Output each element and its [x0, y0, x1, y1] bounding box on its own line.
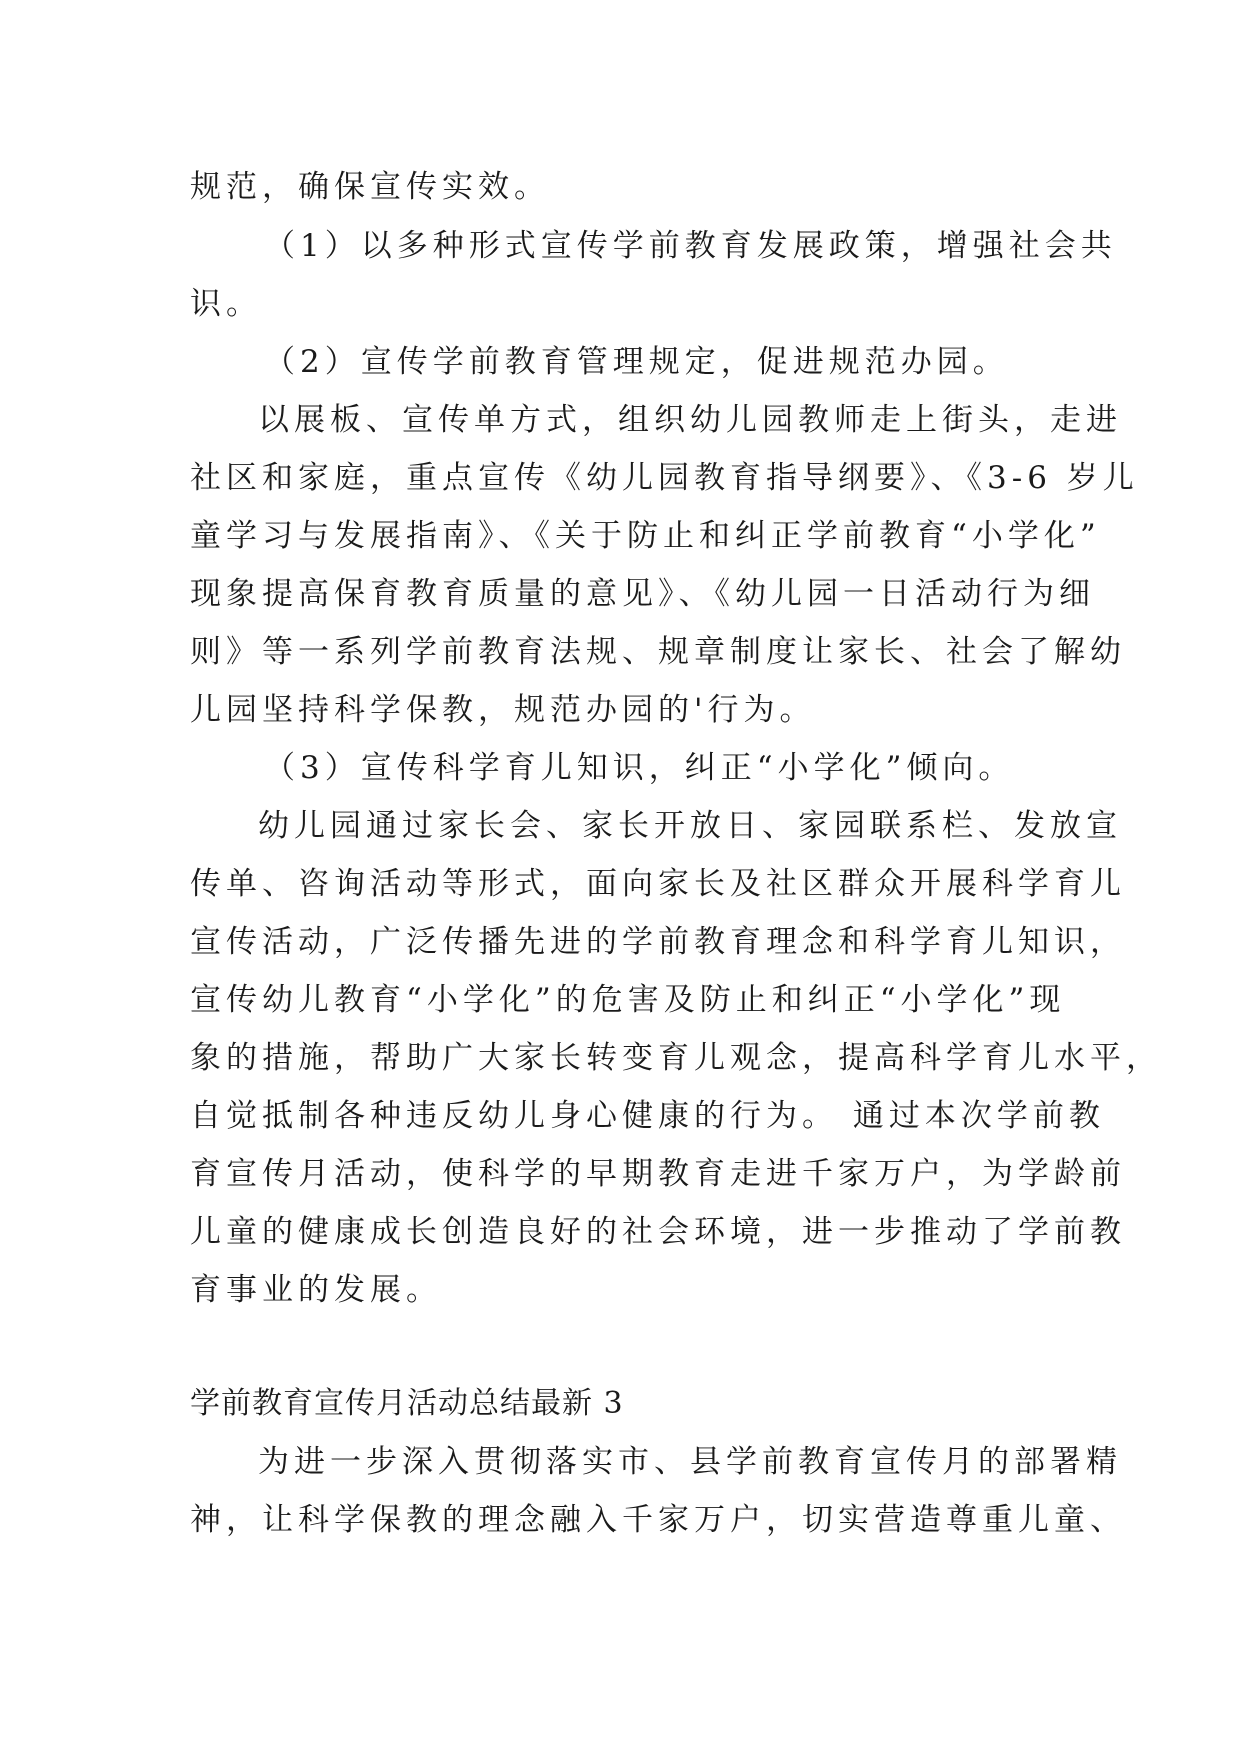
text-line-19: 儿童的健康成长创造良好的社会环境，进一步推动了学前教: [190, 1214, 1126, 1250]
text-line-4: （2）宣传学前教育管理规定，促进规范办园。: [264, 344, 1009, 380]
text-line-6: 社区和家庭，重点宣传《幼儿园教育指导纲要》、《3-6 岁儿: [190, 460, 1139, 496]
text-line-3: 识。: [190, 286, 262, 322]
text-line-1: 规范，确保宣传实效。: [190, 169, 550, 205]
section-text-line-2: 神，让科学保教的理念融入千家万户，切实营造尊重儿童、: [190, 1502, 1126, 1538]
text-line-2: （1）以多种形式宣传学前教育发展政策，增强社会共: [264, 228, 1117, 264]
text-line-14: 宣传活动，广泛传播先进的学前教育理念和科学育儿知识，: [190, 924, 1126, 960]
text-line-18: 育宣传月活动，使科学的早期教育走进千家万户，为学龄前: [190, 1156, 1126, 1192]
section-title: 学前教育宣传月活动总结最新 3: [190, 1386, 624, 1421]
text-line-17: 自觉抵制各种违反幼儿身心健康的行为。 通过本次学前教: [190, 1098, 1105, 1134]
text-line-12: 幼儿园通过家长会、家长开放日、家园联系栏、发放宣: [258, 808, 1122, 844]
section-text-line-1: 为进一步深入贯彻落实市、县学前教育宣传月的部署精: [258, 1444, 1122, 1480]
text-line-11: （3）宣传科学育儿知识，纠正“小学化”倾向。: [264, 750, 1015, 786]
text-line-7: 童学习与发展指南》、《关于防止和纠正学前教育“小学化”: [190, 518, 1101, 554]
text-line-20: 育事业的发展。: [190, 1272, 442, 1308]
text-line-16: 象的措施，帮助广大家长转变育儿观念，提高科学育儿水平，: [190, 1040, 1162, 1076]
text-line-8: 现象提高保育教育质量的意见》、《幼儿园一日活动行为细: [190, 576, 1095, 612]
text-line-5: 以展板、宣传单方式，组织幼儿园教师走上街头，走进: [258, 402, 1122, 438]
text-line-10: 儿园坚持科学保教，规范办园的'行为。: [190, 692, 816, 728]
text-line-9: 则》等一系列学前教育法规、规章制度让家长、社会了解幼: [190, 634, 1126, 670]
text-line-15: 宣传幼儿教育“小学化”的危害及防止和纠正“小学化”现: [190, 982, 1066, 1018]
text-line-13: 传单、咨询活动等形式，面向家长及社区群众开展科学育儿: [190, 866, 1126, 902]
